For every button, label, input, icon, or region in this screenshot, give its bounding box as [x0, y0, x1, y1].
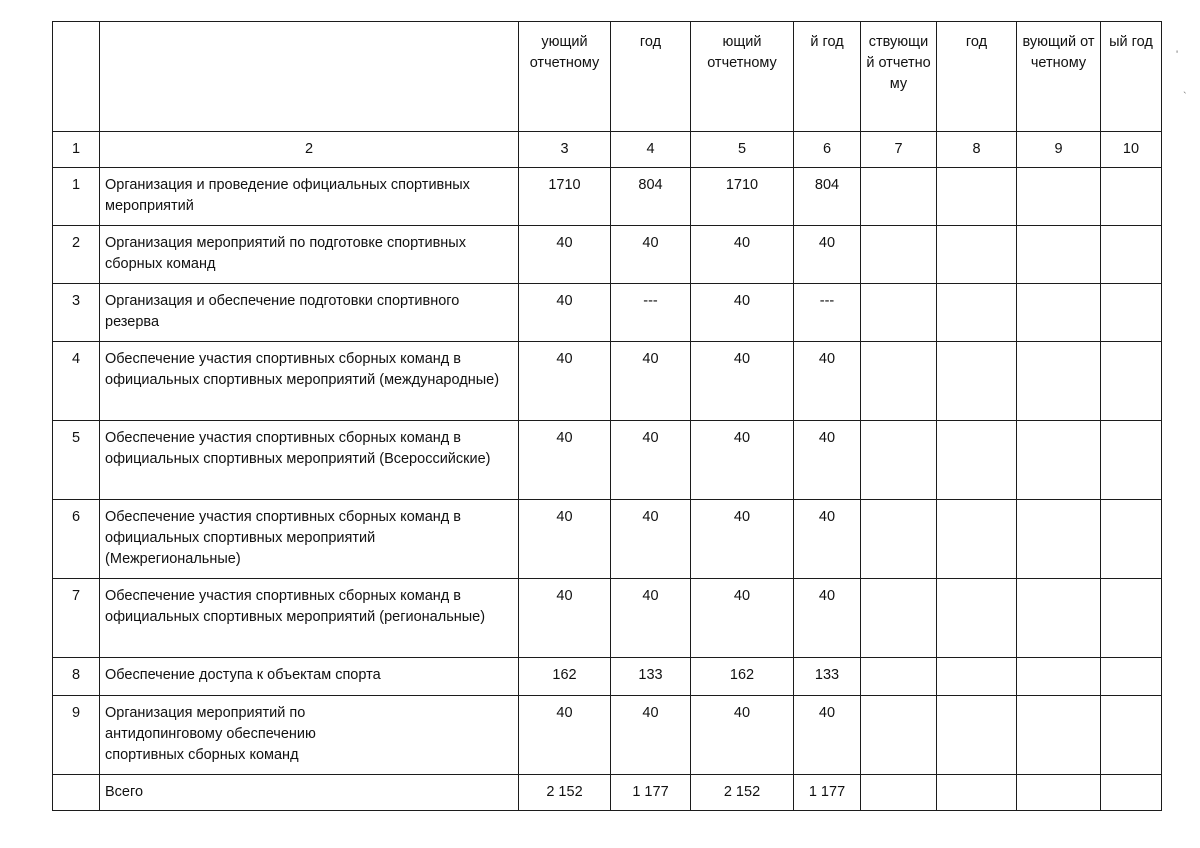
- row-number: 8: [53, 658, 100, 696]
- scan-mark: ': [1176, 49, 1179, 61]
- header-text: год: [639, 34, 662, 50]
- activity-name: Обеспечение участия спортивных сборных команд в официальных спортивных мероприятий (Межрегиональные): [100, 500, 519, 579]
- column-number: 7: [861, 132, 937, 168]
- table-row: [53, 226, 1162, 284]
- value-cell: 40: [794, 696, 861, 775]
- table-row: [53, 579, 1162, 658]
- value-cell: [1017, 342, 1101, 421]
- value-cell: [861, 342, 937, 421]
- total-value: 1 177: [611, 775, 691, 811]
- value-cell: [1101, 342, 1162, 421]
- value-cell: 40: [519, 696, 611, 775]
- value-cell: [937, 500, 1017, 579]
- value-cell: [861, 696, 937, 775]
- header-cell: [100, 22, 519, 132]
- value-cell: [1017, 658, 1101, 696]
- value-cell: 40: [519, 500, 611, 579]
- value-cell: [1017, 226, 1101, 284]
- value-cell: [1101, 421, 1162, 500]
- header-cell: [794, 22, 861, 132]
- value-cell: 133: [794, 658, 861, 696]
- header-text: год: [965, 34, 988, 50]
- table-row: [53, 168, 1162, 226]
- total-value: [861, 775, 937, 811]
- value-cell: [937, 284, 1017, 342]
- header-cell: [53, 22, 100, 132]
- value-cell: [1017, 421, 1101, 500]
- table-row: [53, 500, 1162, 579]
- activity-name: Обеспечение участия спортивных сборных команд в официальных спортивных мероприятий (Всероссийские): [100, 421, 519, 500]
- value-cell: [1101, 500, 1162, 579]
- table-row: [53, 284, 1162, 342]
- total-value: 2 152: [519, 775, 611, 811]
- value-cell: 40: [794, 421, 861, 500]
- value-cell: [1101, 579, 1162, 658]
- value-cell: 40: [794, 579, 861, 658]
- value-cell: [1101, 226, 1162, 284]
- value-cell: [937, 696, 1017, 775]
- value-cell: [1017, 500, 1101, 579]
- value-cell: [937, 658, 1017, 696]
- value-cell: 133: [611, 658, 691, 696]
- value-cell: 40: [611, 226, 691, 284]
- header-cell: [861, 22, 937, 132]
- value-cell: [1101, 696, 1162, 775]
- value-cell: 40: [691, 421, 794, 500]
- total-value: [1101, 775, 1162, 811]
- column-number: 2: [100, 132, 519, 168]
- value-cell: 1710: [691, 168, 794, 226]
- activity-name: Организация и обеспечение подготовки спортивного резерва: [100, 284, 519, 342]
- value-cell: 40: [794, 226, 861, 284]
- activity-name: Организация мероприятий по антидопинговому обеспечению спортивных сборных команд: [100, 696, 519, 775]
- header-text: й год: [810, 34, 844, 50]
- column-number: 6: [794, 132, 861, 168]
- value-cell: [937, 168, 1017, 226]
- value-cell: [1017, 579, 1101, 658]
- value-cell: [861, 284, 937, 342]
- row-number: 6: [53, 500, 100, 579]
- row-number: 1: [53, 168, 100, 226]
- total-value: [1017, 775, 1101, 811]
- value-cell: [861, 579, 937, 658]
- total-value: [937, 775, 1017, 811]
- total-row: [53, 775, 1162, 811]
- row-number: [53, 775, 100, 811]
- header-cell: [691, 22, 794, 132]
- value-cell: [1101, 658, 1162, 696]
- activity-name: Организация мероприятий по подготовке спортивных сборных команд: [100, 226, 519, 284]
- activity-name: Обеспечение участия спортивных сборных команд в официальных спортивных мероприятий (региональные): [100, 579, 519, 658]
- value-cell: [1017, 284, 1101, 342]
- value-cell: [1017, 696, 1101, 775]
- column-number: 9: [1017, 132, 1101, 168]
- value-cell: 40: [691, 500, 794, 579]
- row-number: 3: [53, 284, 100, 342]
- total-label: Всего: [100, 775, 519, 811]
- value-cell: 40: [691, 579, 794, 658]
- value-cell: 40: [519, 579, 611, 658]
- value-cell: [937, 579, 1017, 658]
- value-cell: 1710: [519, 168, 611, 226]
- row-number: 5: [53, 421, 100, 500]
- value-cell: 40: [691, 342, 794, 421]
- value-cell: [861, 500, 937, 579]
- value-cell: 40: [794, 500, 861, 579]
- value-cell: 40: [519, 421, 611, 500]
- column-number-row: [53, 132, 1162, 168]
- value-cell: 40: [519, 284, 611, 342]
- activity-name: Обеспечение доступа к объектам спорта: [100, 658, 519, 696]
- value-cell: 40: [611, 421, 691, 500]
- header-cell: [519, 22, 611, 132]
- column-number: 1: [53, 132, 100, 168]
- value-cell: [861, 168, 937, 226]
- header-cell: [1017, 22, 1101, 132]
- column-number: 3: [519, 132, 611, 168]
- header-text: ющий отчетному: [707, 34, 777, 71]
- column-number: 10: [1101, 132, 1162, 168]
- row-number: 9: [53, 696, 100, 775]
- sports-events-table: [52, 21, 1162, 811]
- value-cell: 162: [519, 658, 611, 696]
- value-cell: [861, 658, 937, 696]
- column-number: 4: [611, 132, 691, 168]
- value-cell: 40: [611, 342, 691, 421]
- value-cell: 40: [691, 696, 794, 775]
- value-cell: [861, 226, 937, 284]
- table-header-row: [53, 22, 1162, 132]
- value-cell: [937, 421, 1017, 500]
- value-cell: 40: [519, 342, 611, 421]
- value-cell: 40: [611, 696, 691, 775]
- table-row: [53, 342, 1162, 421]
- value-cell: 40: [794, 342, 861, 421]
- value-cell: 40: [611, 500, 691, 579]
- value-cell: [1017, 168, 1101, 226]
- total-value: 2 152: [691, 775, 794, 811]
- header-text: ующий отчетному: [529, 34, 600, 71]
- header-cell: [1101, 22, 1162, 132]
- value-cell: [861, 421, 937, 500]
- header-cell: [611, 22, 691, 132]
- value-cell: ---: [794, 284, 861, 342]
- activity-name: Обеспечение участия спортивных сборных команд в официальных спортивных мероприятий (международные): [100, 342, 519, 421]
- row-number: 2: [53, 226, 100, 284]
- value-cell: [937, 342, 1017, 421]
- total-value: 1 177: [794, 775, 861, 811]
- scan-mark: `: [1183, 91, 1187, 103]
- value-cell: [1101, 168, 1162, 226]
- header-text: ствующий отчетному: [866, 34, 931, 92]
- header-text: ый год: [1109, 34, 1153, 50]
- value-cell: [1101, 284, 1162, 342]
- value-cell: ---: [611, 284, 691, 342]
- activity-name: Организация и проведение официальных спортивных мероприятий: [100, 168, 519, 226]
- column-number: 5: [691, 132, 794, 168]
- header-text: вующий отчетному: [1022, 34, 1095, 71]
- value-cell: [937, 226, 1017, 284]
- value-cell: 40: [691, 226, 794, 284]
- table-row: [53, 658, 1162, 696]
- value-cell: 804: [611, 168, 691, 226]
- value-cell: 162: [691, 658, 794, 696]
- column-number: 8: [937, 132, 1017, 168]
- header-cell: [937, 22, 1017, 132]
- value-cell: 804: [794, 168, 861, 226]
- value-cell: 40: [611, 579, 691, 658]
- row-number: 7: [53, 579, 100, 658]
- table-row: [53, 696, 1162, 775]
- table-row: [53, 421, 1162, 500]
- row-number: 4: [53, 342, 100, 421]
- value-cell: 40: [691, 284, 794, 342]
- value-cell: 40: [519, 226, 611, 284]
